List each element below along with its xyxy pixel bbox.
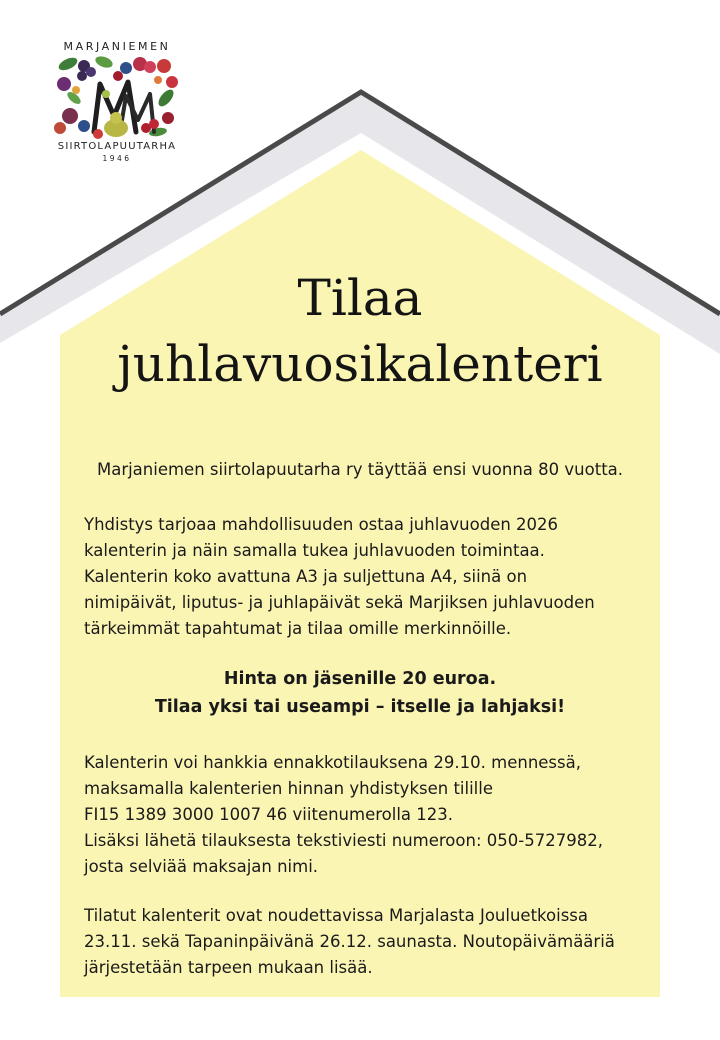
order-callout-line: Tilaa yksi tai useampi – itselle ja lahjaksi! xyxy=(154,697,566,717)
title-line-2: juhlavuosikalenteri xyxy=(117,335,603,393)
pickup-line: Tilatut kalenterit ovat noudettavissa Marjalasta Jouluetkoissa xyxy=(84,906,589,925)
logo-bottom-text: SIIRTOLAPUUTARHA xyxy=(57,141,177,152)
description-line: kalenterin ja näin samalla tukea juhlavuoden toimintaa. xyxy=(84,541,545,560)
logo-year: 1946 xyxy=(102,154,132,163)
pickup-line: järjestetään tarpeen mukaan lisää. xyxy=(84,958,373,977)
ordering-line: josta selviää maksajan nimi. xyxy=(84,857,319,876)
bank-account-line: FI15 1389 3000 1007 46 viitenumerolla 123. xyxy=(84,805,454,824)
price-callout xyxy=(60,665,660,721)
ordering-line: maksamalla kalenterien hinnan yhdistyksen tilille xyxy=(84,779,493,798)
ordering-instructions xyxy=(84,750,644,880)
logo-top-text: MARJANIEMEN xyxy=(63,40,171,53)
logo xyxy=(52,40,182,175)
description-line: tärkeimmät tapahtumat ja tilaa omille merkinnöille. xyxy=(84,619,512,638)
description-paragraph xyxy=(84,512,644,642)
pickup-line: 23.11. sekä Tapaninpäivänä 26.12. saunasta. Noutopäivämääriä xyxy=(84,932,615,951)
description-line: Kalenterin koko avattuna A3 ja suljettuna A4, siinä on xyxy=(84,567,528,586)
ordering-line: Kalenterin voi hankkia ennakkotilauksena 29.10. mennessä, xyxy=(84,753,581,772)
title-line-1: Tilaa xyxy=(297,269,423,327)
intro-text: Marjaniemen siirtolapuutarha ry täyttää ensi vuonna 80 vuotta. xyxy=(96,460,624,479)
fruit-and-vegetable-emblem-icon xyxy=(54,54,178,140)
price-line: Hinta on jäsenille 20 euroa. xyxy=(223,669,497,689)
sms-line: Lisäksi lähetä tilauksesta tekstiviesti numeroon: 050-5727982, xyxy=(84,831,603,850)
pickup-info xyxy=(84,903,644,981)
description-line: Yhdistys tarjoaa mahdollisuuden ostaa juhlavuoden 2026 xyxy=(84,515,559,534)
description-line: nimipäivät, liputus- ja juhlapäivät sekä Marjiksen juhlavuoden xyxy=(84,593,595,612)
page-title xyxy=(60,265,660,397)
